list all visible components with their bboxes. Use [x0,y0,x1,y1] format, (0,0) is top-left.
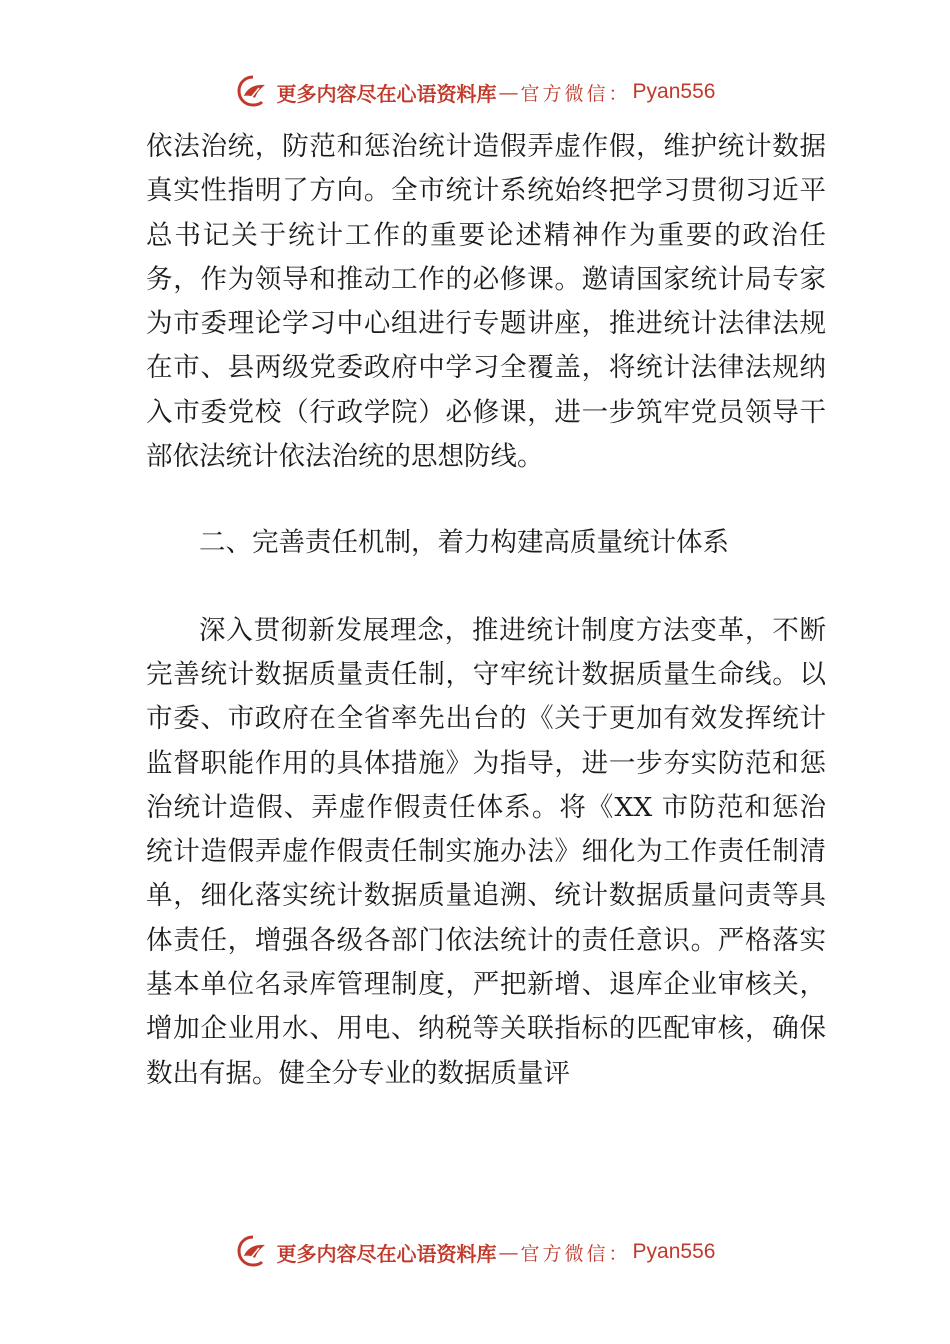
section-heading-2: 二、完善责任机制，着力构建高质量统计体系 [199,527,729,559]
document-body [146,125,826,1096]
brand-logo-icon [235,74,271,110]
watermark-account: Pyan556 [632,80,716,103]
watermark-dash: — [498,1240,519,1264]
paragraph-spacer [146,566,826,609]
watermark-wechat-label: 官方微信： [520,1242,631,1265]
header-watermark [0,72,950,112]
watermark-wechat-label: 官方微信： [520,82,631,105]
paragraph-2: 深入贯彻新发展理念，推进统计制度方法变革，不断完善统计数据质量责任制，守牢统计数据质量生命线。以市委、市政府在全省率先出台的《关于更加有效发挥统计监督职能作用的具体措施》为指导，进一步夯实防范和惩治统计造假、弄虚作假责任体系。将《XX 市防范和惩治统计造假弄虚作假责任制实施办法》细化为工作责任制清单，细化落实统计数据质量追溯、统计数据质量问责等具体责任，增强各级各部门依法统计的责任意识。严格落实基本单位名录库管理制度，严把新增、退库企业审核关，增加企业用水、用电、纳税等关联指标的匹配审核，确保数出有据。健全分专业的数据质量评 [146,614,826,1089]
brand-logo-icon [235,1234,271,1270]
paragraph-spacer [146,479,826,521]
watermark-account: Pyan556 [632,1240,716,1263]
watermark-brand-text: 更多内容尽在心语资料库 [276,1241,497,1266]
footer-watermark [0,1232,950,1272]
paragraph-1: 依法治统，防范和惩治统计造假弄虚作假，维护统计数据真实性指明了方向。全市统计系统始终把学习贯彻习近平总书记关于统计工作的重要论述精神作为重要的政治任务，作为领导和推动工作的必修课。邀请国家统计局专家为市委理论学习中心组进行专题讲座，推进统计法律法规在市、县两级党委政府中学习全覆盖，将统计法律法规纳入市委党校（行政学院）必修课，进一步筑牢党员领导干部依法统计依法治统的思想防线。 [146,131,826,473]
watermark-dash: — [498,80,519,104]
watermark-brand-text: 更多内容尽在心语资料库 [276,81,497,106]
